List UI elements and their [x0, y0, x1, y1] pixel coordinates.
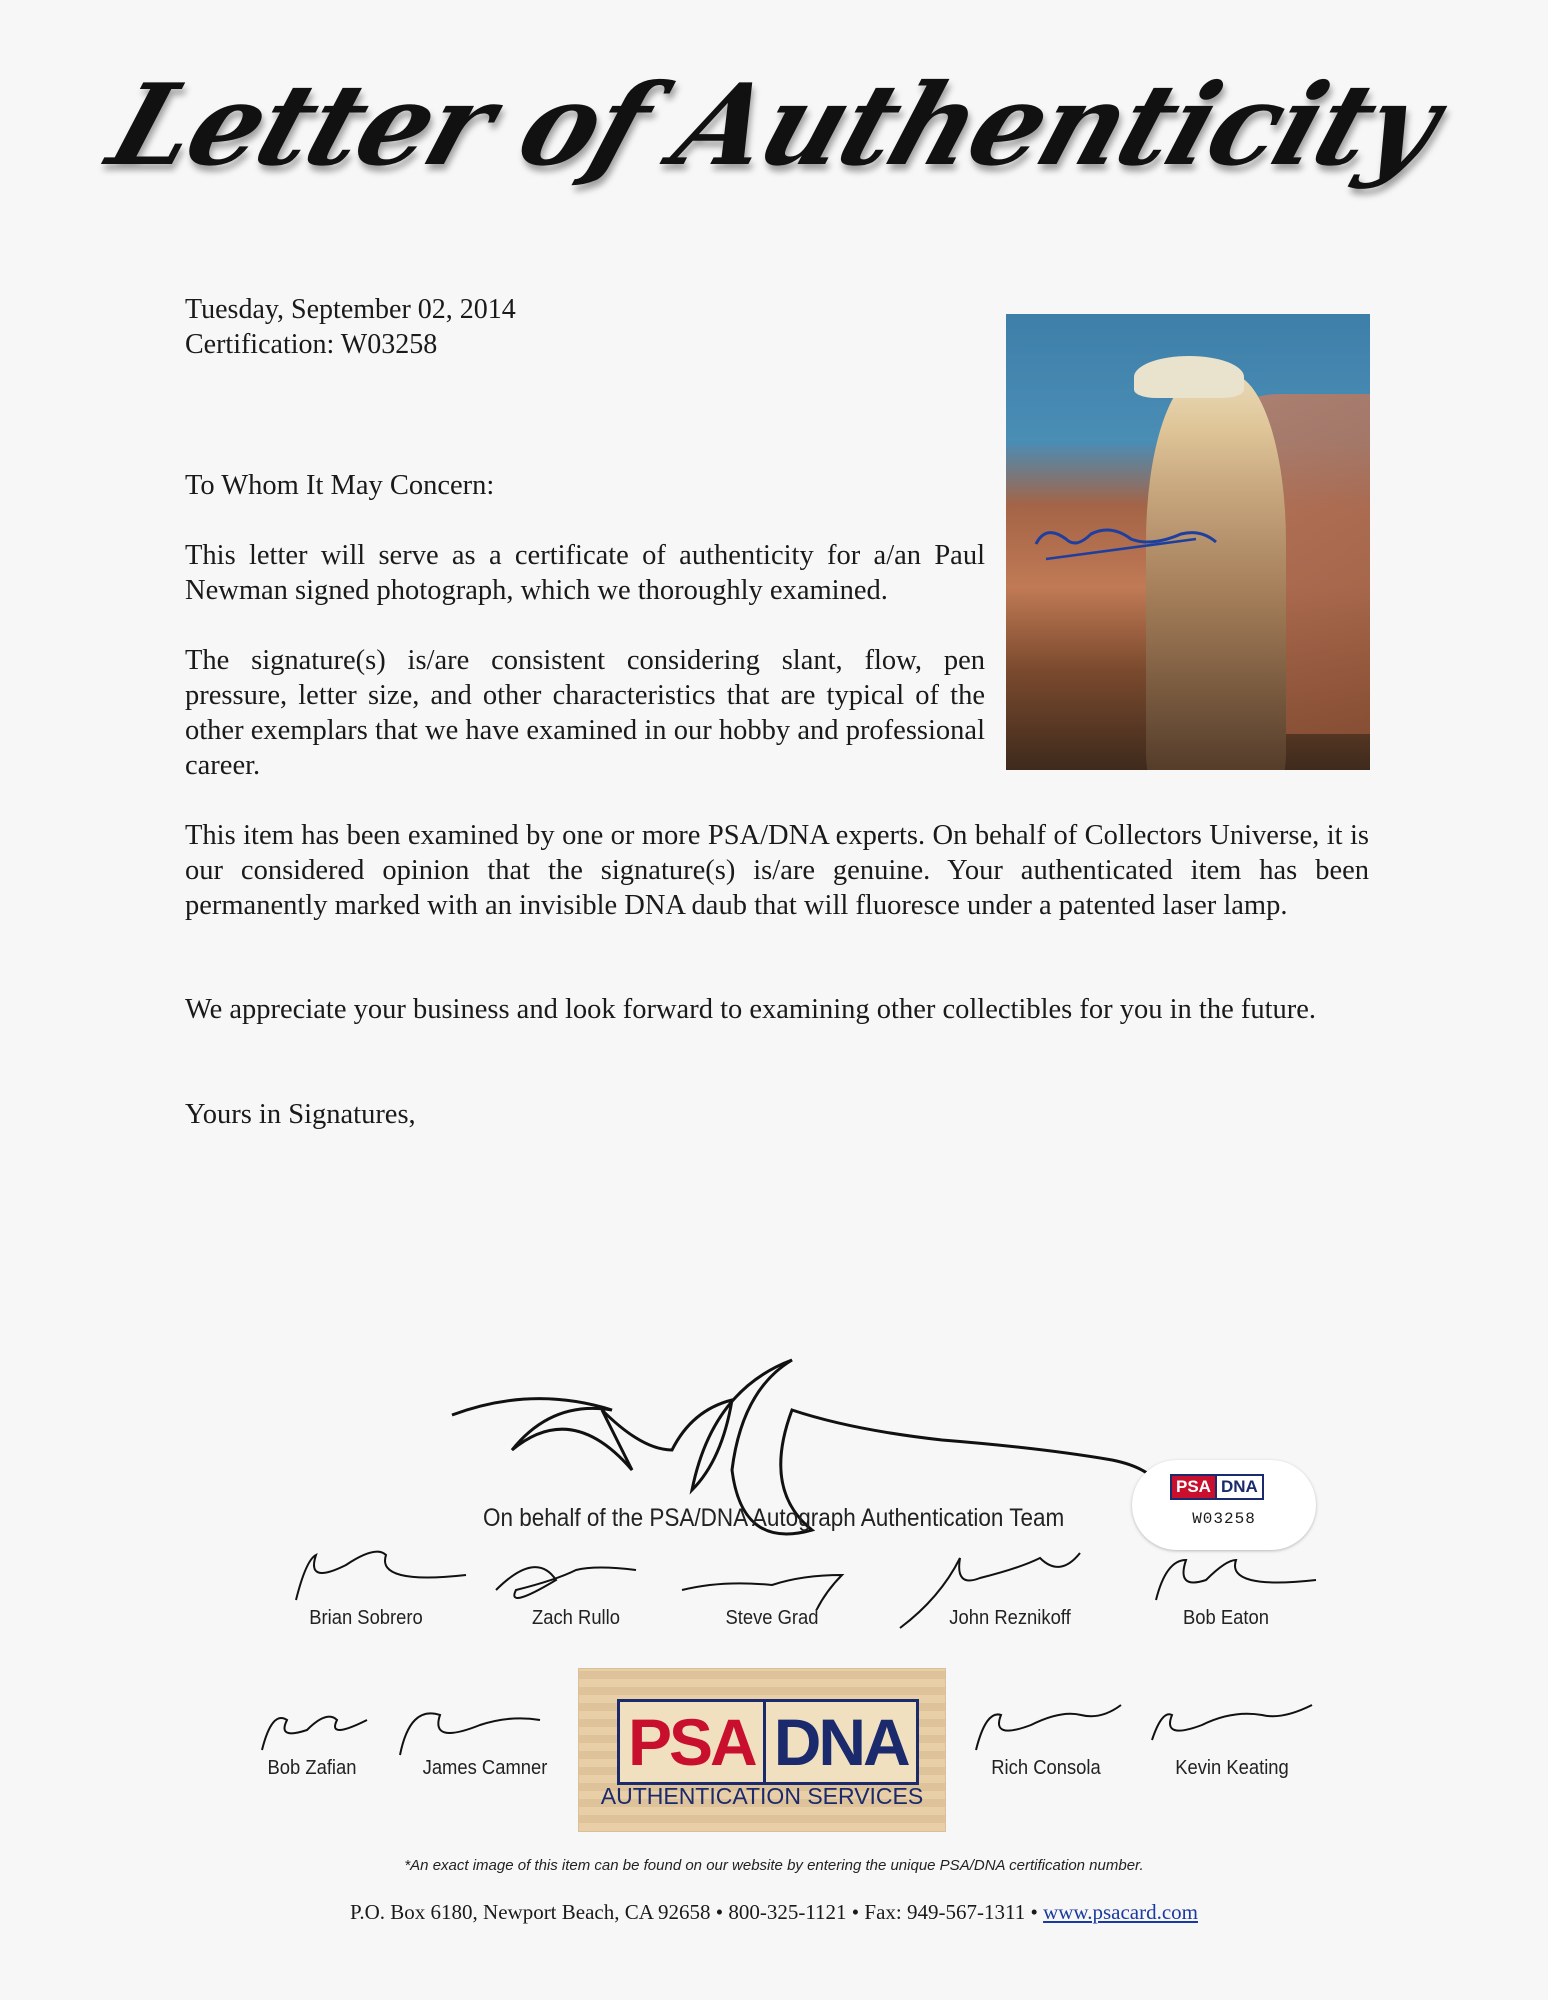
psa-dna-tag [1132, 1460, 1316, 1550]
tag-number: W03258 [1192, 1510, 1256, 1528]
tag-dna: DNA [1217, 1474, 1264, 1500]
badge-dna: DNA [766, 1699, 919, 1785]
signer-steve-grad: Steve Grad [652, 1550, 892, 1630]
photo-hat [1134, 356, 1244, 398]
team-caption: On behalf of the PSA/DNA Autograph Authentication Team [483, 1504, 1065, 1532]
signer-kevin-keating: Kevin Keating [1132, 1700, 1332, 1780]
paragraph-3: This item has been examined by one or more PSA/DNA experts. On behalf of Collectors Universe, it is our considered opinion that the signature(s) is/are genuine. Your authenticated item has been permanently marked with an invisible DNA daub that will fluoresce under a patented laser lamp. [185, 820, 1369, 921]
footnote: *An exact image of this item can be found on our website by entering the unique PSA/DNA certification number. [404, 1857, 1144, 1874]
tag-logo [1170, 1474, 1264, 1500]
tag-psa: PSA [1170, 1474, 1217, 1500]
badge-psa: PSA [617, 1699, 766, 1785]
badge-subtitle: AUTHENTICATION SERVICES [600, 1783, 924, 1809]
address-line [0, 1900, 1548, 1925]
paragraph-1: This letter will serve as a certificate of authenticity for a/an Paul Newman signed photograph, which we thoroughly examined. [185, 540, 985, 606]
address-text: P.O. Box 6180, Newport Beach, CA 92658 • 800-325-1121 • Fax: 949-567-1311 • [350, 1900, 1038, 1924]
signer-john-reznikoff: John Reznikoff [890, 1550, 1130, 1630]
signer-brian-sobrero: Brian Sobrero [236, 1550, 496, 1630]
paragraph-4: We appreciate your business and look forward to examining other collectibles for you in the future. [185, 994, 1317, 1025]
signer-bob-eaton: Bob Eaton [1126, 1550, 1326, 1630]
paragraph-2: The signature(s) is/are consistent considering slant, flow, pen pressure, letter size, and other characteristics that are typical of the other exemplars that we have examined in our hobby and professional career. [185, 645, 985, 781]
signed-photograph [1006, 314, 1370, 770]
signer-rich-consola: Rich Consola [946, 1700, 1146, 1780]
letter-heading: Letter of Authenticity [94, 60, 1454, 191]
date-block [185, 292, 516, 362]
signer-bob-zafian: Bob Zafian [212, 1700, 412, 1780]
signer-james-camner: James Camner [370, 1700, 600, 1780]
photo-autograph [1026, 514, 1226, 574]
badge-logo [617, 1699, 919, 1785]
letter-date: Tuesday, September 02, 2014 [185, 294, 516, 325]
psa-dna-authentication-badge [578, 1668, 946, 1832]
website-link[interactable]: www.psacard.com [1043, 1900, 1198, 1924]
salutation: To Whom It May Concern: [185, 470, 495, 501]
signer-zach-rullo: Zach Rullo [476, 1550, 676, 1630]
closing: Yours in Signatures, [185, 1099, 416, 1130]
certification-number: Certification: W03258 [185, 329, 438, 360]
